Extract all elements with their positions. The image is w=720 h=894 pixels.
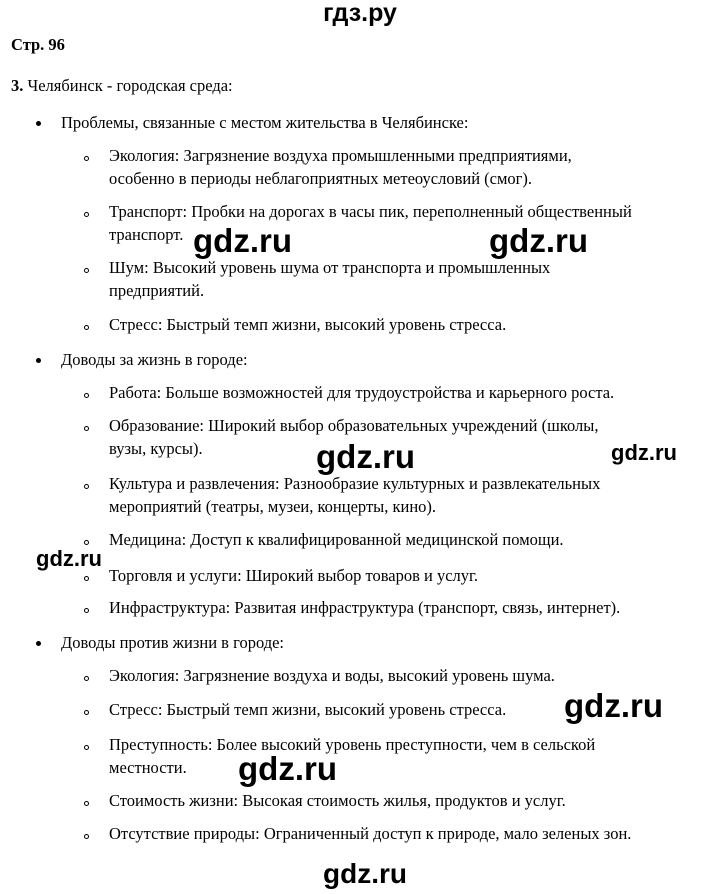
watermark: gdz.ru xyxy=(564,687,663,724)
item-bullet xyxy=(84,676,89,681)
item-bullet xyxy=(84,426,89,431)
item-bullet xyxy=(84,393,89,398)
section-bullet xyxy=(36,358,41,363)
item-line: Работа: Больше возможностей для трудоустройства и карьерного роста. xyxy=(109,383,615,402)
section-bullet xyxy=(36,121,41,126)
watermark: gdz.ru xyxy=(611,440,677,465)
item-line: мероприятий (театры, музеи, концерты, кино). xyxy=(109,497,437,516)
task-heading xyxy=(11,75,233,97)
item-line: Инфраструктура: Развитая инфраструктура (транспорт, связь, интернет). xyxy=(109,598,621,617)
item-bullet xyxy=(84,325,89,330)
item-bullet xyxy=(84,608,89,613)
site-header-title: гдз.ру xyxy=(323,0,397,27)
task-number: 3. xyxy=(11,76,24,95)
watermark: gdz.ru xyxy=(316,438,415,475)
item-bullet xyxy=(84,268,89,273)
item-line: особенно в периоды неблагоприятных метеоусловий (смог). xyxy=(109,169,533,188)
item-bullet xyxy=(84,576,89,581)
item-line: Транспорт: Пробки на дорогах в часы пик, переполненный общественный xyxy=(109,202,632,221)
item-line: Образование: Широкий выбор образовательных учреждений (школы, xyxy=(109,416,599,435)
item-line: Преступность: Более высокий уровень преступности, чем в сельской xyxy=(109,735,596,754)
section-bullet xyxy=(36,641,41,646)
item-bullet xyxy=(84,710,89,715)
item-line: Шум: Высокий уровень шума от транспорта и промышленных xyxy=(109,258,551,277)
page-reference: Стр. 96 xyxy=(11,35,65,54)
item-line: предприятий. xyxy=(109,281,205,300)
item-line: Стресс: Быстрый темп жизни, высокий уровень стресса. xyxy=(109,700,507,719)
item-bullet xyxy=(84,484,89,489)
section-heading: Проблемы, связанные с местом жительства в Челябинске: xyxy=(61,113,469,132)
item-bullet xyxy=(84,745,89,750)
watermark: gdz.ru xyxy=(36,546,102,571)
item-line: транспорт. xyxy=(109,225,184,244)
task-title: Челябинск - городская среда: xyxy=(27,76,233,95)
item-line: Экология: Загрязнение воздуха и воды, высокий уровень шума. xyxy=(109,666,555,685)
item-line: Стоимость жизни: Высокая стоимость жилья, продуктов и услуг. xyxy=(109,791,566,810)
watermark: gdz.ru xyxy=(489,222,588,259)
item-line: Отсутствие природы: Ограниченный доступ к природе, мало зеленых зон. xyxy=(109,824,632,843)
item-line: Экология: Загрязнение воздуха промышленными предприятиями, xyxy=(109,146,572,165)
section-heading: Доводы против жизни в городе: xyxy=(61,633,285,652)
item-bullet xyxy=(84,212,89,217)
item-line: Медицина: Доступ к квалифицированной медицинской помощи. xyxy=(109,530,564,549)
section-heading: Доводы за жизнь в городе: xyxy=(61,350,248,369)
watermark: gdz.ru xyxy=(193,222,292,259)
item-bullet xyxy=(84,156,89,161)
watermark: gdz.ru xyxy=(323,858,407,889)
item-bullet xyxy=(84,801,89,806)
item-line: местности. xyxy=(109,758,187,777)
item-line: Торговля и услуги: Широкий выбор товаров и услуг. xyxy=(109,566,479,585)
item-line: Стресс: Быстрый темп жизни, высокий уровень стресса. xyxy=(109,315,507,334)
item-line: Культура и развлечения: Разнообразие культурных и развлекательных xyxy=(109,474,601,493)
item-bullet xyxy=(84,834,89,839)
item-bullet xyxy=(84,540,89,545)
watermark: gdz.ru xyxy=(238,750,337,787)
item-line: вузы, курсы). xyxy=(109,439,203,458)
